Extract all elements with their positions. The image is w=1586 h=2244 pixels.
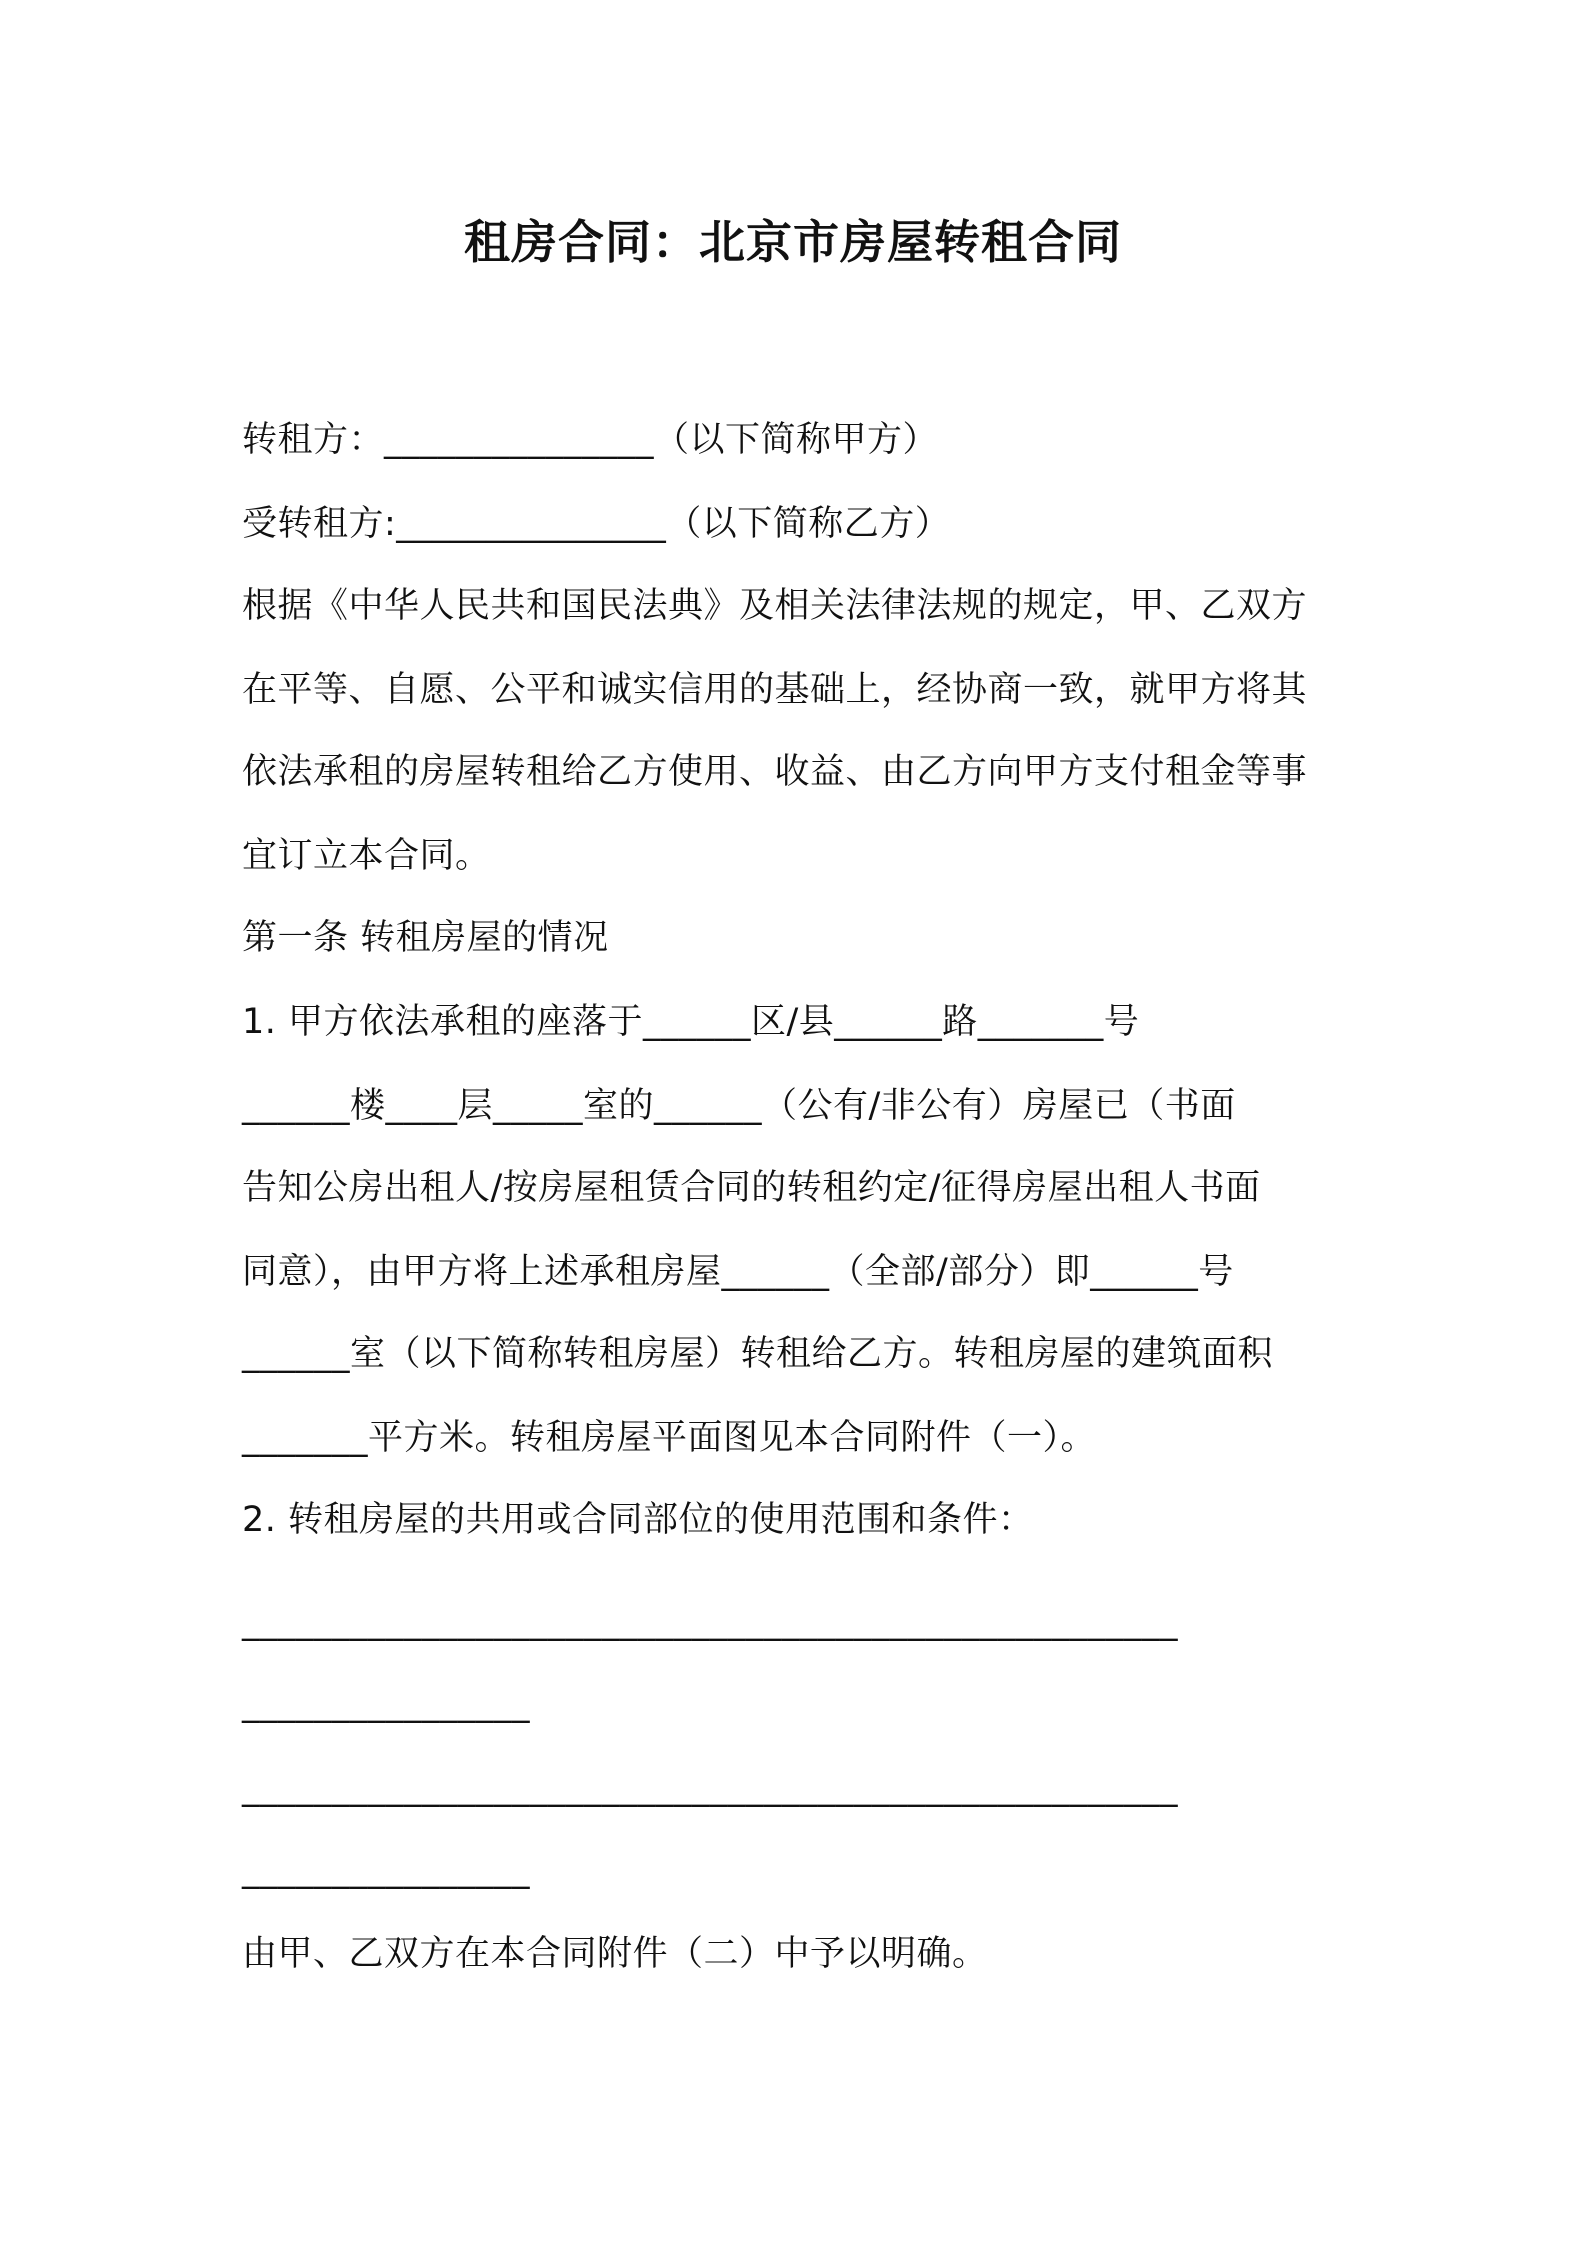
- article-1-heading: 第一条 转租房屋的情况: [242, 918, 609, 958]
- clause-1-line-5: ______室（以下简称转租房屋）转租给乙方。转租房屋的建筑面积: [242, 1334, 1274, 1374]
- preamble-line-4: 宜订立本合同。: [242, 836, 491, 876]
- blank-line-3: ____________________________________________________: [242, 1768, 1178, 1808]
- clause-1-line-2: ______楼____层_____室的______（公有/非公有）房屋已（书面: [242, 1086, 1236, 1126]
- preamble-line-2: 在平等、自愿、公平和诚实信用的基础上，经协商一致，就甲方将其: [242, 670, 1308, 710]
- preamble-line-1: 根据《中华人民共和国民法典》及相关法律法规的规定，甲、乙双方: [242, 586, 1308, 626]
- clause-1-line-4: 同意），由甲方将上述承租房屋______（全部/部分）即______号: [242, 1252, 1234, 1292]
- document-title: 租房合同：北京市房屋转租合同: [464, 215, 1122, 269]
- clause-2-closing: 由甲、乙双方在本合同附件（二）中予以明确。: [242, 1934, 988, 1974]
- clause-1-line-3: 告知公房出租人/按房屋租赁合同的转租约定/征得房屋出租人书面: [242, 1168, 1261, 1208]
- sublessee-line: 受转租方:_______________（以下简称乙方）: [242, 504, 951, 544]
- sublessor-line: 转租方：_______________（以下简称甲方）: [242, 420, 939, 460]
- blank-line-2: ________________: [242, 1684, 530, 1724]
- blank-line-1: ____________________________________________________: [242, 1602, 1178, 1642]
- preamble-line-3: 依法承租的房屋转租给乙方使用、收益、由乙方向甲方支付租金等事: [242, 752, 1308, 792]
- blank-line-4: ________________: [242, 1850, 530, 1890]
- clause-2-line: 2. 转租房屋的共用或合同部位的使用范围和条件：: [242, 1500, 1034, 1540]
- clause-1-line-1: 1. 甲方依法承租的座落于______区/县______路_______号: [242, 1002, 1140, 1042]
- clause-1-line-6: _______平方米。转租房屋平面图见本合同附件（一）。: [242, 1418, 1097, 1458]
